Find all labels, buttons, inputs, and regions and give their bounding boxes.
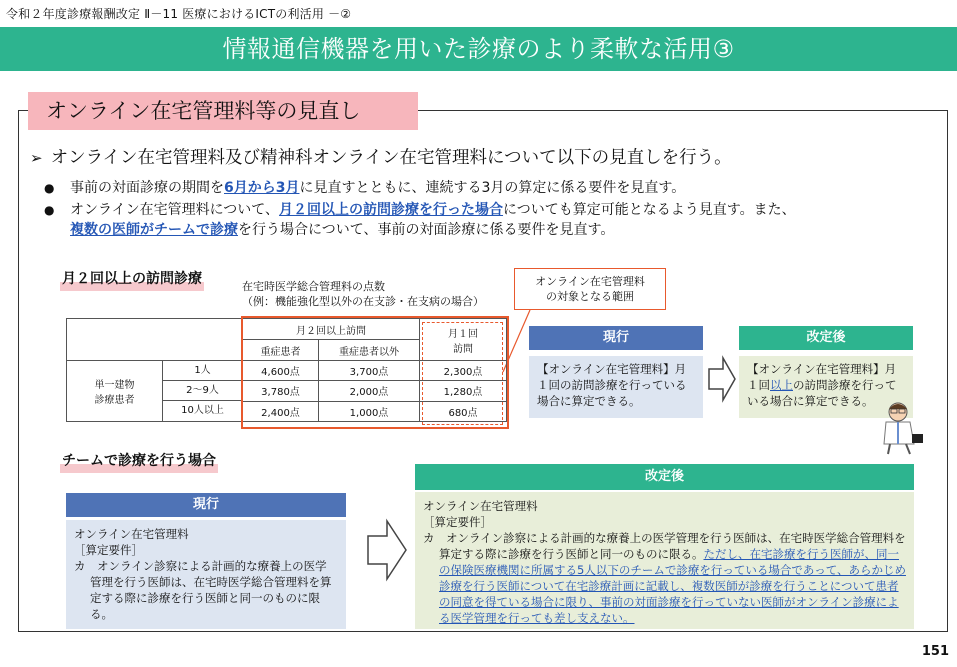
team-revised-header: 改定後: [415, 464, 914, 490]
table-monthly-header: 月１回 訪問: [420, 319, 507, 361]
visit-revised-header: 改定後: [739, 326, 913, 350]
table-col-severe: 重症患者: [243, 340, 319, 361]
sub-bullet-2: ● オンライン在宅管理料について、月２回以上の訪問診療を行った場合についても算定可能となるよう見直す。また、: [44, 202, 796, 218]
doctor-illustration: [876, 398, 926, 456]
team-revised-body: オンライン在宅管理料 ［算定要件］ カ オンライン診察による計画的な療養上の医学管理を行う医師は、在宅時医学総合管理料を算定する際に診療を行う医師と同一のものに限る。ただし、在宅診療を行う医師が、同一の保険医療機関に所属する5人以下のチームで診療を行っている場合であって、あらかじめ診療を行う医師について在宅診療計画に記載し、複数医師が診療を行うことについて患者の同意を得ている場合に限り、事前の対面診療を行っていない医師がオンライン診療による医学管理を行っても差し支えない。: [415, 492, 914, 629]
table-row: 3,780点 2,000点 1,280点: [67, 381, 507, 401]
monthly-dashed-box: [422, 322, 503, 425]
table-row: 2,400点 1,000点 680点: [67, 401, 507, 421]
table-col-other: 重症患者以外: [319, 340, 420, 361]
table-row-group: 単一建物 診療患者 1人 2～9人 10人以上: [67, 361, 243, 422]
slide-title: 情報通信機器を用いた診療のより柔軟な活用③: [0, 27, 957, 71]
visit-revised-body: 【オンライン在宅管理料】月１回以上の訪問診療を行っている場合に算定できる。: [739, 356, 913, 418]
section-tag: オンライン在宅管理料等の見直し: [28, 92, 418, 130]
sub-bullet-1: ● 事前の対面診療の期間を6月から3月に見直すとともに、連続する3月の算定に係る要件を見直す。: [44, 180, 686, 196]
main-bullet: [30, 144, 732, 169]
slide-header-label: 令和２年度診療報酬改定 Ⅱ－11 医療におけるICTの利活用 －②: [6, 7, 352, 21]
score-note: 在宅時医学総合管理料の点数 （例：機能強化型以外の在支診・在支病の場合）: [242, 280, 484, 308]
bullet-dot-icon: ●: [44, 181, 55, 195]
team-current-header: 現行: [66, 493, 346, 517]
arrow-bullet-icon: ➢: [30, 149, 43, 167]
team-heading: チームで診療を行う場合: [60, 450, 218, 473]
table-group-header: 月２回以上訪問: [243, 319, 420, 340]
sub-bullet-2-continued: 複数の医師がチームで診療を行う場合について、事前の対面診療に係る要件を見直す。: [70, 222, 615, 238]
visit-heading: 月２回以上の訪問診療: [60, 268, 204, 291]
callout-box: オンライン在宅管理料 の対象となる範囲: [514, 268, 666, 310]
table-row: 単一建物 診療患者 1人 2～9人 10人以上 4,600点 3,700点 2,300点: [67, 361, 507, 381]
visit-arrow-icon: [707, 355, 737, 403]
visit-current-header: 現行: [529, 326, 703, 350]
team-arrow-icon: [365, 518, 409, 582]
main-bullet-text: オンライン在宅管理料及び精神科オンライン在宅管理料について以下の見直しを行う。: [50, 148, 732, 168]
page-number: 151: [921, 644, 949, 659]
bullet-dot-icon: ●: [44, 203, 55, 217]
table-corner: [67, 319, 243, 361]
visit-current-body: 【オンライン在宅管理料】月１回の訪問診療を行っている場合に算定できる。: [529, 356, 703, 418]
team-current-body: オンライン在宅管理料 ［算定要件］ カ オンライン診察による計画的な療養上の医学管理を行う医師は、在宅時医学総合管理料を算定する際に診療を行う医師と同一のものに限る。: [66, 520, 346, 629]
